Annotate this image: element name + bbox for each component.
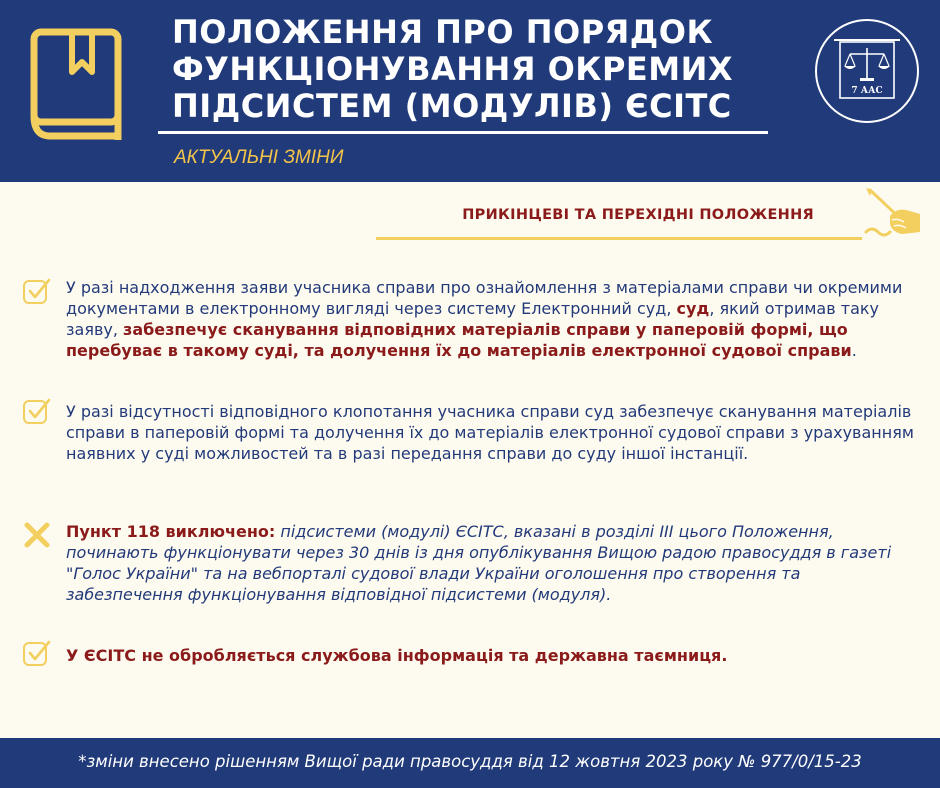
- header-banner: [0, 0, 940, 182]
- item-1-text-b: , який отримав таку заяву,: [66, 299, 879, 339]
- footer-banner: [0, 738, 940, 788]
- item-3-label: Пункт 118 виключено:: [66, 522, 276, 541]
- book-icon: [30, 28, 122, 144]
- title-underline: [158, 131, 768, 134]
- list-item: [66, 645, 922, 666]
- subtitle: АКТУАЛЬНІ ЗМІНИ: [174, 147, 344, 168]
- court-logo: [814, 18, 920, 124]
- item-1-text-c: .: [851, 341, 857, 360]
- footer-note: *зміни внесено рішенням Вищої ради правосуддя від 12 жовтня 2023 року № 977/0/15-23: [78, 752, 862, 771]
- page-title: [172, 14, 772, 125]
- title-line-3: ПІДСИСТЕМ (МОДУЛІВ) ЄСІТС: [172, 87, 732, 125]
- list-item: [66, 521, 922, 605]
- check-icon: [22, 638, 52, 668]
- item-1-emphasis-scanning: забезпечує сканування відповідних матеріалів справи у паперовій формі, що перебуває в такому суді, та долучення їх до матеріалів електронної судової справи: [66, 320, 852, 360]
- item-4-text: У ЄСІТС не обробляється службова інформація та державна таємниця.: [66, 646, 728, 665]
- section-heading-underline: [376, 237, 862, 240]
- logo-text: 7 ААС: [851, 86, 883, 96]
- title-line-2: ФУНКЦІОНУВАННЯ ОКРЕМИХ: [172, 50, 734, 88]
- item-1-emphasis-court: суд: [676, 299, 710, 318]
- check-icon: [22, 396, 52, 426]
- item-1-text-a: У разі надходження заяви учасника справи про ознайомлення з матеріалами справи чи окремими документами в електронному вигляді через систему Електронний суд,: [66, 278, 903, 318]
- list-item: [66, 277, 922, 361]
- list-item: У разі відсутності відповідного клопотання учасника справи суд забезпечує сканування матеріалів справи в паперовій формі та долучення їх до матеріалів електронної судової справи з урахуванням наявних у суді можливостей та в разі передання справи до суду іншої інстанції.: [66, 402, 914, 463]
- title-line-1: ПОЛОЖЕННЯ ПРО ПОРЯДОК: [172, 13, 714, 51]
- section-heading: ПРИКІНЦЕВІ ТА ПЕРЕХІДНІ ПОЛОЖЕННЯ: [462, 207, 814, 223]
- check-icon: [22, 276, 52, 306]
- hand-writing-icon: [862, 186, 922, 242]
- cross-icon: [22, 520, 52, 550]
- item-3-text: підсистеми (модулі) ЄСІТС, вказані в розділі ІІІ цього Положення, починають функціонувати через 30 днів із дня опублікування Вищою радою правосуддя в газеті "Голос України" та на вебпорталі судової влади України оголошення про створення та забезпечення функціонування відповідної підсистеми (модуля).: [66, 522, 892, 604]
